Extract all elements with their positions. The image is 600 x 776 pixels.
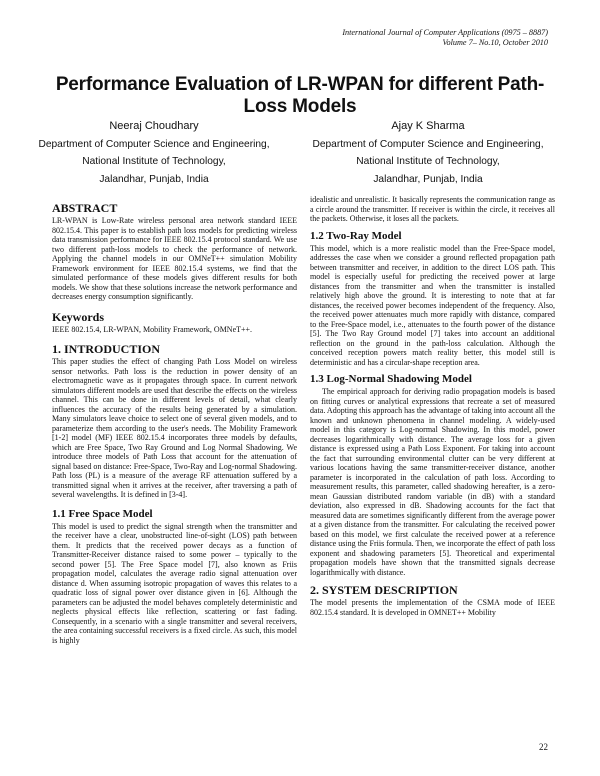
author-department: Department of Computer Science and Engineering, xyxy=(312,138,544,150)
system-text: The model presents the implementation of the CSMA mode of IEEE 802.15.4 standard. It is developed in OMNET++ Mobility xyxy=(310,598,555,617)
author-department: Department of Computer Science and Engineering, xyxy=(38,138,270,150)
log-normal-heading: 1.3 Log-Normal Shadowing Model xyxy=(310,373,472,385)
abstract-heading: ABSTRACT xyxy=(52,201,118,215)
page-number: 22 xyxy=(539,742,548,752)
log-normal-text: The empirical approach for deriving radio propagation models is based on fitting curves or analytical expressions that recreate a set of measured data. Adopting this approach has the advantage of taking into account all the known and unknown phenomena in channel modeling. A widely-used model in this category is Log-normal Shadowing. In this model, power decreases logarithmically with distance. The average loss for a given distance is expressed using a Path Loss Exponent. For taking into account the fact that surrounding environmental clutter can be very different at various locations having the same transmitter-receiver distance, another parameter is incorporated in the calculation of path loss. According to measurement results, this parameter, called shadowing hereafter, is a zero-mean Gaussian distributed random variable (in dB) with a standard deviation, also expressed in dB. Shadowing accounts for the fact that measured data are sometimes significantly different from the average power at a given distance from the transmitter. For calculating the received power based on this model, we first calculate the received power at a reference distance using the Friis formula. Then, we incorporate the effect of path loss exponent and shadowing parameters [5]. Theoretical and experimental propagation models have shown that the transmitted signals decrease logarithmically with distance. xyxy=(310,387,555,577)
free-space-text: This model is used to predict the signal strength when the transmitter and the receiver have a clear, unobstructed line-of-sight (LOS) path between them. It predicts that the received power decays as a function of Transmitter-Receiver distance raised to some power – typically to the second power [5]. The Free Space model [7], also known as Friis propagation model, calculates the average radio signal attenuation over distance d. When assuming isotropic propagation of waves this relates to a quadratic loss of signal power over distance given in [6]. Although the parameters can be adjusted the model behaves completely deterministic and neglects physical effects like reflection, scattering or fast fading. Consequently, in a scenario with a single transmitter and several receivers, the area containing successful receivers is a fixed circle. As such, this model is highly xyxy=(52,521,297,645)
author-institute: National Institute of Technology, xyxy=(82,156,226,167)
journal-volume: Volume 7– No.10, October 2010 xyxy=(442,38,548,47)
author-location: Jalandhar, Punjab, India xyxy=(99,173,209,185)
system-heading: 2. SYSTEM DESCRIPTION xyxy=(310,583,458,597)
keywords-heading: Keywords xyxy=(52,309,104,324)
abstract-text: LR-WPAN is Low-Rate wireless personal area network standard IEEE 802.15.4. This paper is to establish path loss models for predicting wireless data transmission performance for IEEE 802.15.4 protocol standard. We use two different path-loss models to check the performance of network. Applying the channel models in our OMNeT++ simulation Mobility Framework environment for IEEE 802.15.4 systems, we find that the simulated performance of these models gives different results for both models. We show that these solutions increase the network performance and decreases energy consumption significantly. xyxy=(52,216,297,301)
two-ray-text: This model, which is a more realistic model than the Free-Space model, addresses the case when we consider a ground reflected propagation path between transmitter and receiver, in addition to the direct LOS path. This model is especially useful for predicting the received power at large distances from the transmitter and when the transmitter is installed relatively high above the ground. It is interesting to note that at far distances, the received power becomes independent of the frequency. Also, the received power attenuates much more rapidly with distance, compared to the Free-Space model, i.e., attenuates to the fourth power of the distance [5]. The Two Ray Ground model [7] takes into account an additional reflection on the ground in the path-loss calculation. Although the conceived reception powers match reality better, this model still is deterministic and has a circular-shape reception area. xyxy=(310,243,555,367)
free-space-continued: idealistic and unrealistic. It basically represents the communication range as a circle around the transmitter. If receiver is within the circle, it receives all the packets. Otherwise, it loses all the packets. xyxy=(310,195,555,223)
right-column xyxy=(310,195,555,623)
journal-name: International Journal of Computer Applications (0975 – 8887) xyxy=(342,28,548,37)
author-institute: National Institute of Technology, xyxy=(356,156,500,167)
author-name: Neeraj Choudhary xyxy=(109,120,199,132)
left-column xyxy=(52,201,297,651)
author-block-1 xyxy=(34,118,274,188)
author-name: Ajay K Sharma xyxy=(391,120,465,132)
journal-header xyxy=(342,28,548,48)
two-ray-heading: 1.2 Two-Ray Model xyxy=(310,229,402,242)
free-space-heading: 1.1 Free Space Model xyxy=(52,507,153,520)
author-location: Jalandhar, Punjab, India xyxy=(373,173,483,185)
intro-heading: 1. INTRODUCTION xyxy=(52,342,161,356)
intro-text: This paper studies the effect of changing Path Loss Model on wireless sensor networks. Path loss is the reduction in power density of an electromagnetic wave as it propagates through space. In current network simulators different models are used that describe the effects on the wireless channel. This can be done in different levels of detail, what clearly influences the accuracy of the results being generated by a simulation. Many simulators leave choice to select one of several given models, and to parameterize them according to the user's needs. The Mobility Framework [1-2] model (MF) IEEE 802.15.4 incorporates three models by defaults, which are Free Space, Two Ray Ground and Log Normal Shadowing. We introduce three models of Path Loss that account for the attenuation of signal based on distance: Free-Space, Two-Ray and Log-normal Shadowing. Path loss (PL) is a measure of the average RF attenuation suffered by a transmitted signal when it arrives at the receiver, after traversing a path of several wavelengths. It is defined in [3-4]. xyxy=(52,357,298,499)
author-block-2 xyxy=(308,118,548,188)
keywords-text: IEEE 802.15.4, LR-WPAN, Mobility Framework, OMNeT++. xyxy=(52,324,253,334)
paper-title: Performance Evaluation of LR-WPAN for different Path-Loss Models xyxy=(55,74,545,117)
